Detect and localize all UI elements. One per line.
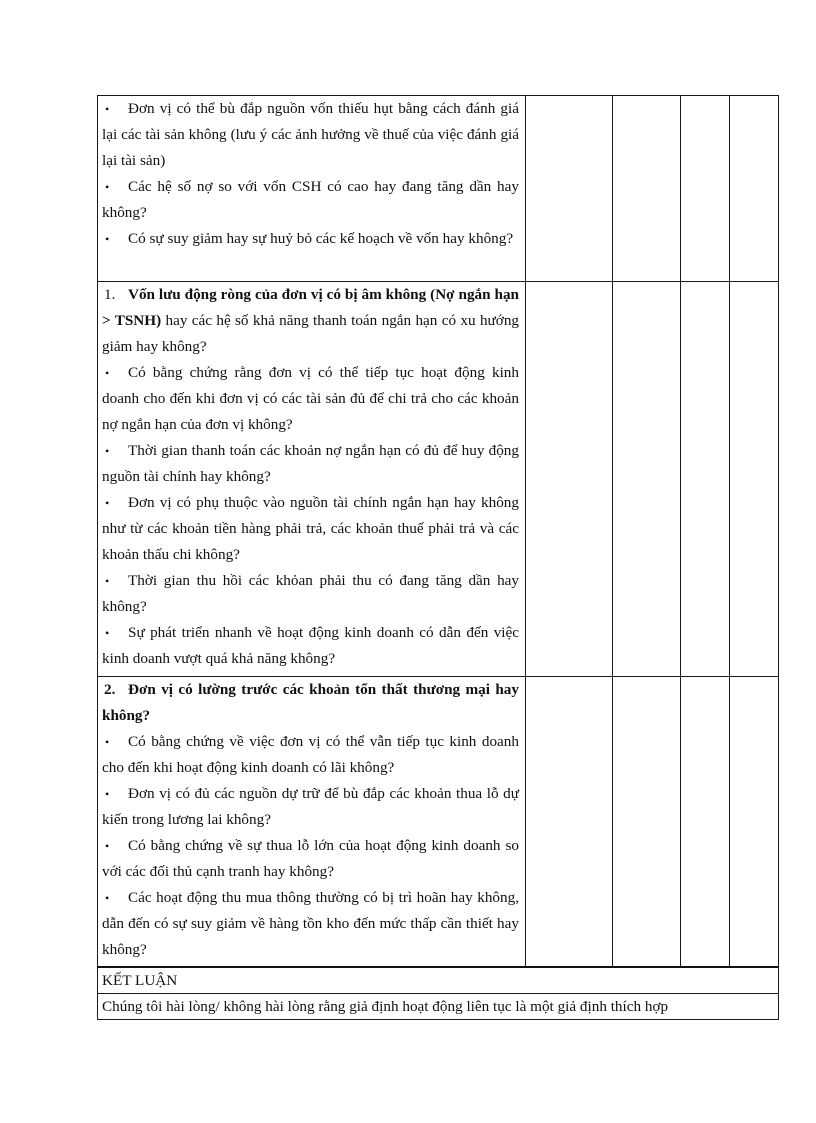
bullet-text: Thời gian thanh toán các khoản nợ ngắn hạn có đủ để huy động nguồn tài chính hay không? [102,442,519,485]
bullet-text: Đơn vị có thể bù đắp nguồn vốn thiếu hụt bằng cách đánh giá lại các tài sản không (lưu ý các ảnh hưởng về thuế của việc đánh giá lại tài sản) [102,100,519,169]
bullet-icon: • [105,574,110,588]
bullet-text: Thời gian thu hồi các khỏan phải thu có đang tăng dần hay không? [102,572,519,615]
question-cell [98,96,526,282]
answer-cell-2[interactable] [613,282,681,677]
bullet-text: Có sự suy giảm hay sự huỷ bỏ các kế hoạch về vốn hay không? [128,230,514,247]
list-item [102,174,519,226]
list-item [102,885,519,963]
answer-cell-1[interactable] [526,96,613,282]
list-item [102,729,519,781]
conclusion-heading-row [98,967,779,994]
bullet-icon: • [105,891,110,905]
bullet-text: Có bằng chứng về việc đơn vị có thể vẫn tiếp tục kinh doanh cho đến khi hoạt động kinh doanh có lãi không? [102,733,519,776]
section-heading [102,282,519,360]
bullet-icon: • [105,444,110,458]
section-number: 1. [104,286,116,303]
bullet-text: Có bằng chứng rằng đơn vị có thể tiếp tục hoạt động kinh doanh cho đến khi đơn vị có các tài sản đủ để chi trả cho các khoản nợ ngắn hạn của đơn vị không? [102,364,519,433]
answer-cell-3[interactable] [681,96,730,282]
bullet-icon: • [105,102,110,116]
list-item [102,620,519,672]
answer-cell-1[interactable] [526,282,613,677]
bullet-icon: • [105,180,110,194]
bullet-text: Có bằng chứng về sự thua lỗ lớn của hoạt động kinh doanh so với các đối thủ cạnh tranh hay không? [102,837,519,880]
answer-cell-1[interactable] [526,677,613,968]
answer-cell-3[interactable] [681,677,730,968]
conclusion-text: Chúng tôi hài lòng/ không hài lòng rằng giả định hoạt động liên tục là một giả định thích hợp [98,994,779,1020]
bullet-icon: • [105,787,110,801]
list-item [102,360,519,438]
table-row [98,96,779,282]
table-row [98,677,779,968]
answer-cell-2[interactable] [613,677,681,968]
conclusion-body-row [98,994,779,1020]
bullet-icon: • [105,232,110,246]
table-row [98,282,779,677]
answer-cell-3[interactable] [681,282,730,677]
section-heading [102,677,519,729]
bullet-icon: • [105,735,110,749]
section-number: 2. [104,681,116,698]
bullet-icon: • [105,626,110,640]
bullet-text: Các hoạt động thu mua thông thường có bị trì hoãn hay không, dẫn đến có sự suy giảm về hàng tồn kho đến mức thấp cần thiết hay không? [102,889,519,958]
list-item [102,438,519,490]
list-item [102,781,519,833]
section-heading-rest: hay các hệ số khả năng thanh toán ngắn hạn có xu hướng giảm hay không? [102,312,520,355]
bullet-icon: • [105,839,110,853]
bullet-text: Đơn vị có đủ các nguồn dự trữ để bù đắp các khoản thua lỗ dự kiến trong lương lai không? [102,785,519,828]
answer-cell-2[interactable] [613,96,681,282]
list-item [102,96,519,174]
question-cell [98,282,526,677]
list-item [102,568,519,620]
question-cell [98,677,526,968]
bullet-text: Các hệ số nợ so với vốn CSH có cao hay đang tăng dần hay không? [102,178,519,221]
section-heading-bold: Vốn lưu động ròng của đơn vị có bị âm không (Nợ ngắn hạn > TSNH) [102,286,519,329]
section-heading-bold: Đơn vị có lường trước các khoản tổn thất thương mại hay không? [102,681,519,724]
list-item [102,490,519,568]
bullet-text: Đơn vị có phụ thuộc vào nguồn tài chính ngắn hạn hay không như từ các khoản tiền hàng phải trả, các khoản thuế phải trả và các khoản thấu chi không? [102,494,519,563]
answer-cell-4[interactable] [730,282,779,677]
bullet-icon: • [105,366,110,380]
answer-cell-4[interactable] [730,677,779,968]
list-item [102,833,519,885]
answer-cell-4[interactable] [730,96,779,282]
conclusion-heading: KẾT LUẬN [98,967,779,994]
list-item [102,226,519,252]
going-concern-checklist-table [97,95,779,1020]
bullet-text: Sự phát triển nhanh về hoạt động kinh doanh có dẫn đến việc kinh doanh vượt quá khả năng không? [102,624,519,667]
bullet-icon: • [105,496,110,510]
